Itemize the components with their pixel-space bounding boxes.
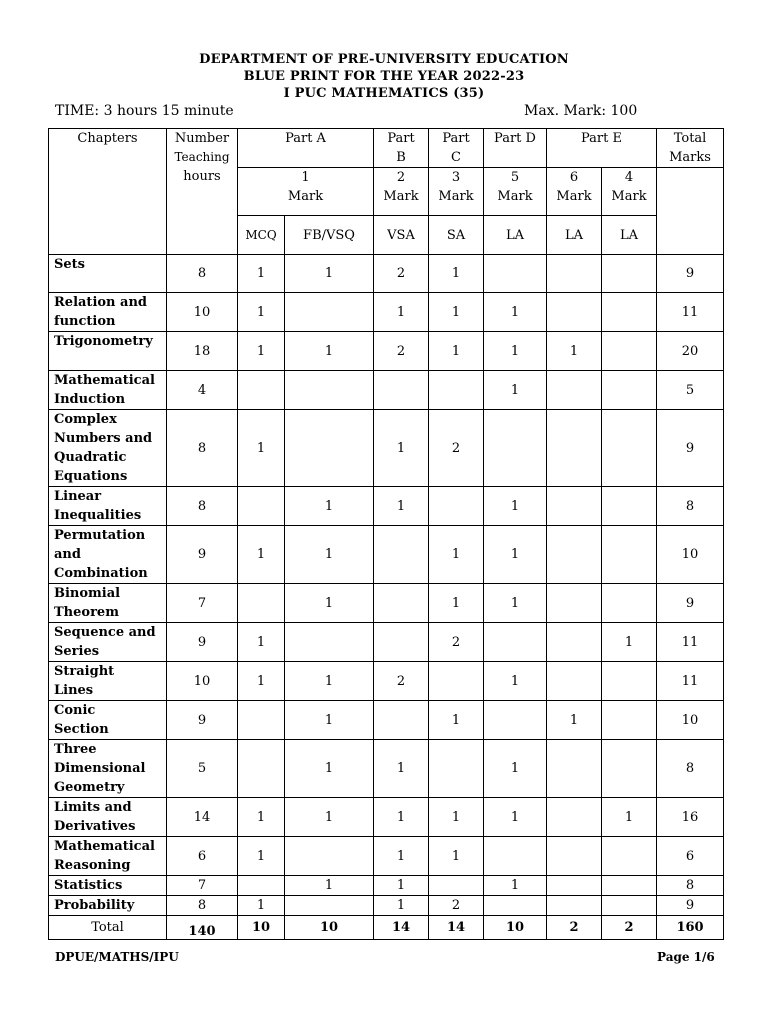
cell-hours: 9 — [167, 623, 238, 662]
teaching-hours-line-3: hours — [183, 169, 221, 184]
cell-mcq: 1 — [238, 526, 285, 584]
cell-total: 9 — [657, 410, 724, 487]
chapter-name — [49, 332, 167, 371]
header-e4-mark: 4 Mark — [602, 168, 657, 216]
cell-la5: 1 — [484, 371, 547, 410]
total-sa: 14 — [429, 916, 484, 940]
chapter-name-line: function — [54, 314, 116, 329]
chapter-name-line: Binomial — [54, 586, 121, 601]
cell-la4 — [602, 837, 657, 876]
cell-total: 9 — [657, 584, 724, 623]
total-label: Total — [49, 916, 167, 940]
cell-la5: 1 — [484, 584, 547, 623]
blueprint-table — [48, 128, 724, 940]
chapter-name — [49, 662, 167, 701]
cell-sa: 1 — [429, 293, 484, 332]
cell-hours: 14 — [167, 798, 238, 837]
cell-la5: 1 — [484, 526, 547, 584]
cell-sa: 1 — [429, 255, 484, 293]
cell-mcq: 1 — [238, 662, 285, 701]
header-blueprint: BLUE PRINT FOR THE YEAR 2022-23 — [243, 69, 525, 84]
cell-la4 — [602, 896, 657, 916]
cell-total: 9 — [657, 896, 724, 916]
cell-la6 — [547, 293, 602, 332]
cell-la6 — [547, 876, 602, 896]
cell-sa — [429, 740, 484, 798]
cell-hours: 4 — [167, 371, 238, 410]
cell-hours: 7 — [167, 584, 238, 623]
chapter-name — [49, 255, 167, 293]
table-row — [49, 798, 724, 837]
cell-fb: 1 — [285, 876, 374, 896]
cell-la4 — [602, 410, 657, 487]
cell-la4 — [602, 701, 657, 740]
chapter-name-line: Probability — [54, 898, 135, 913]
cell-la6 — [547, 410, 602, 487]
chapter-name — [49, 584, 167, 623]
cell-vsa: 2 — [374, 255, 429, 293]
table-row — [49, 701, 724, 740]
chapter-name-line: Trigonometry — [54, 334, 153, 349]
header-subject: I PUC MATHEMATICS (35) — [283, 86, 485, 101]
cell-vsa — [374, 371, 429, 410]
cell-la5 — [484, 623, 547, 662]
chapter-name-line: Complex — [54, 412, 117, 427]
total-mcq: 10 — [238, 916, 285, 940]
footer-code: DPUE/MATHS/IPU — [55, 950, 179, 964]
cell-vsa — [374, 526, 429, 584]
cell-sa: 1 — [429, 798, 484, 837]
total-total: 160 — [657, 916, 724, 940]
header-la-d: LA — [484, 216, 547, 255]
footer-page: Page 1/6 — [657, 950, 715, 964]
chapter-name-line: Combination — [54, 566, 148, 581]
cell-mcq: 1 — [238, 255, 285, 293]
header-part-d: Part D — [484, 129, 547, 168]
cell-la4 — [602, 740, 657, 798]
chapter-name — [49, 623, 167, 662]
cell-total: 8 — [657, 876, 724, 896]
chapter-name-line: Statistics — [54, 878, 123, 893]
cell-la4: 1 — [602, 798, 657, 837]
chapter-name-line: Geometry — [54, 780, 125, 795]
table-row — [49, 740, 724, 798]
header-mcq: MCQ — [238, 216, 285, 255]
table-row — [49, 293, 724, 332]
header-sa: SA — [429, 216, 484, 255]
cell-sa — [429, 662, 484, 701]
chapter-name-line: Inequalities — [54, 508, 142, 523]
cell-la4 — [602, 662, 657, 701]
cell-fb: 1 — [285, 255, 374, 293]
table-row — [49, 410, 724, 487]
cell-hours: 5 — [167, 740, 238, 798]
cell-hours: 9 — [167, 526, 238, 584]
chapter-name — [49, 701, 167, 740]
cell-vsa: 1 — [374, 896, 429, 916]
chapter-name-line: Quadratic — [54, 450, 127, 465]
cell-mcq — [238, 371, 285, 410]
chapter-name — [49, 526, 167, 584]
cell-hours: 10 — [167, 662, 238, 701]
cell-total: 11 — [657, 293, 724, 332]
cell-sa — [429, 487, 484, 526]
table-row — [49, 332, 724, 371]
header-total-marks: Total Marks — [657, 129, 724, 168]
chapter-name-line: Reasoning — [54, 858, 131, 873]
chapter-name-line: Dimensional — [54, 761, 146, 776]
header-la-e6: LA — [547, 216, 602, 255]
cell-la6 — [547, 584, 602, 623]
header-part-e: Part E — [547, 129, 657, 168]
max-mark-label: Max. Mark: 100 — [524, 103, 638, 119]
chapter-name — [49, 740, 167, 798]
cell-vsa — [374, 701, 429, 740]
table-row — [49, 371, 724, 410]
chapter-name-line: Series — [54, 644, 100, 659]
chapter-name-line: Lines — [54, 683, 94, 698]
cell-vsa: 1 — [374, 293, 429, 332]
cell-la5 — [484, 701, 547, 740]
cell-total: 8 — [657, 740, 724, 798]
chapter-name-line: Theorem — [54, 605, 119, 620]
cell-vsa: 1 — [374, 876, 429, 896]
cell-la4 — [602, 371, 657, 410]
chapter-name — [49, 487, 167, 526]
header-fbvsq: FB/VSQ — [285, 216, 374, 255]
cell-sa: 1 — [429, 837, 484, 876]
cell-sa: 1 — [429, 526, 484, 584]
cell-la4 — [602, 876, 657, 896]
chapter-name — [49, 896, 167, 916]
cell-fb: 1 — [285, 487, 374, 526]
teaching-hours-line-2: Teaching — [174, 150, 230, 164]
chapter-name-line: Three — [54, 742, 97, 757]
cell-la4 — [602, 332, 657, 371]
cell-fb — [285, 293, 374, 332]
total-fb: 10 — [285, 916, 374, 940]
header-a-mark: 1 Mark — [238, 168, 374, 216]
cell-la5: 1 — [484, 662, 547, 701]
cell-fb: 1 — [285, 798, 374, 837]
cell-la6 — [547, 798, 602, 837]
header-d-mark: 5 Mark — [484, 168, 547, 216]
cell-vsa: 1 — [374, 837, 429, 876]
cell-la6 — [547, 662, 602, 701]
total-vsa: 14 — [374, 916, 429, 940]
cell-hours: 8 — [167, 255, 238, 293]
cell-hours: 18 — [167, 332, 238, 371]
cell-la6 — [547, 837, 602, 876]
table-row — [49, 623, 724, 662]
cell-sa: 1 — [429, 332, 484, 371]
cell-total: 6 — [657, 837, 724, 876]
cell-la5: 1 — [484, 332, 547, 371]
header-chapters: Chapters — [49, 129, 167, 255]
total-la4: 2 — [602, 916, 657, 940]
cell-la6 — [547, 896, 602, 916]
cell-vsa: 1 — [374, 798, 429, 837]
cell-vsa — [374, 584, 429, 623]
header-vsa: VSA — [374, 216, 429, 255]
chapter-name — [49, 410, 167, 487]
chapter-name — [49, 837, 167, 876]
chapter-name-line: and — [54, 547, 81, 562]
cell-fb — [285, 410, 374, 487]
cell-total: 11 — [657, 662, 724, 701]
cell-la6: 1 — [547, 701, 602, 740]
cell-la5 — [484, 255, 547, 293]
cell-hours: 8 — [167, 896, 238, 916]
cell-mcq — [238, 584, 285, 623]
chapter-name — [49, 876, 167, 896]
cell-hours: 7 — [167, 876, 238, 896]
cell-total: 10 — [657, 526, 724, 584]
cell-la4 — [602, 255, 657, 293]
cell-la5: 1 — [484, 876, 547, 896]
cell-la6: 1 — [547, 332, 602, 371]
chapter-name — [49, 293, 167, 332]
cell-hours: 8 — [167, 487, 238, 526]
cell-mcq: 1 — [238, 837, 285, 876]
header-teaching-hours — [167, 129, 238, 255]
cell-fb: 1 — [285, 584, 374, 623]
cell-fb — [285, 896, 374, 916]
cell-mcq: 1 — [238, 896, 285, 916]
cell-fb: 1 — [285, 332, 374, 371]
cell-total: 8 — [657, 487, 724, 526]
cell-mcq — [238, 701, 285, 740]
table-row — [49, 255, 724, 293]
cell-fb — [285, 623, 374, 662]
cell-sa — [429, 876, 484, 896]
cell-fb: 1 — [285, 701, 374, 740]
cell-hours: 9 — [167, 701, 238, 740]
header-part-a: Part A — [238, 129, 374, 168]
chapter-name-line: Induction — [54, 392, 126, 407]
chapter-name-line: Section — [54, 722, 109, 737]
cell-total: 11 — [657, 623, 724, 662]
chapter-name-line: Permutation — [54, 528, 146, 543]
cell-sa: 2 — [429, 410, 484, 487]
cell-mcq: 1 — [238, 332, 285, 371]
table-row — [49, 584, 724, 623]
cell-sa: 2 — [429, 896, 484, 916]
cell-fb — [285, 837, 374, 876]
cell-la6 — [547, 371, 602, 410]
time-label: TIME: 3 hours 15 minute — [55, 103, 234, 119]
total-la6: 2 — [547, 916, 602, 940]
cell-vsa: 1 — [374, 487, 429, 526]
cell-la4 — [602, 526, 657, 584]
cell-vsa: 1 — [374, 740, 429, 798]
cell-mcq: 1 — [238, 623, 285, 662]
cell-mcq — [238, 487, 285, 526]
total-la5: 10 — [484, 916, 547, 940]
cell-la5 — [484, 896, 547, 916]
cell-sa: 1 — [429, 701, 484, 740]
cell-la5: 1 — [484, 798, 547, 837]
cell-fb: 1 — [285, 662, 374, 701]
cell-mcq: 1 — [238, 798, 285, 837]
header-c-mark: 3 Mark — [429, 168, 484, 216]
table-row — [49, 837, 724, 876]
header-total-blank — [657, 168, 724, 255]
cell-la5: 1 — [484, 740, 547, 798]
cell-vsa — [374, 623, 429, 662]
cell-la6 — [547, 740, 602, 798]
chapter-name — [49, 798, 167, 837]
cell-la4 — [602, 487, 657, 526]
table-row — [49, 526, 724, 584]
cell-la5: 1 — [484, 293, 547, 332]
cell-fb: 1 — [285, 526, 374, 584]
table-row — [49, 876, 724, 896]
cell-total: 20 — [657, 332, 724, 371]
cell-total: 10 — [657, 701, 724, 740]
header-part-b: Part B — [374, 129, 429, 168]
header-b-mark: 2 Mark — [374, 168, 429, 216]
cell-la6 — [547, 255, 602, 293]
cell-total: 9 — [657, 255, 724, 293]
cell-sa: 2 — [429, 623, 484, 662]
cell-la6 — [547, 487, 602, 526]
total-hours: 140 — [167, 916, 238, 940]
cell-mcq — [238, 740, 285, 798]
cell-vsa: 2 — [374, 332, 429, 371]
chapter-name-line: Limits and — [54, 800, 132, 815]
cell-mcq — [238, 876, 285, 896]
cell-la6 — [547, 526, 602, 584]
chapter-name-line: Conic — [54, 703, 96, 718]
cell-la4: 1 — [602, 623, 657, 662]
cell-vsa: 2 — [374, 662, 429, 701]
chapter-name-line: Straight — [54, 664, 115, 679]
cell-la6 — [547, 623, 602, 662]
cell-fb — [285, 371, 374, 410]
header-part-c: Part C — [429, 129, 484, 168]
table-row — [49, 487, 724, 526]
cell-sa — [429, 371, 484, 410]
chapter-name — [49, 371, 167, 410]
chapter-name-line: Numbers and — [54, 431, 153, 446]
header-la-e4: LA — [602, 216, 657, 255]
cell-la5 — [484, 410, 547, 487]
chapter-name-line: Relation and — [54, 295, 147, 310]
cell-hours: 10 — [167, 293, 238, 332]
header-e6-mark: 6 Mark — [547, 168, 602, 216]
cell-vsa: 1 — [374, 410, 429, 487]
cell-mcq: 1 — [238, 293, 285, 332]
cell-mcq: 1 — [238, 410, 285, 487]
cell-fb: 1 — [285, 740, 374, 798]
chapter-name-line: Mathematical — [54, 373, 155, 388]
chapter-name-line: Derivatives — [54, 819, 136, 834]
cell-sa: 1 — [429, 584, 484, 623]
table-row — [49, 662, 724, 701]
cell-la5 — [484, 837, 547, 876]
cell-la5: 1 — [484, 487, 547, 526]
header-department: DEPARTMENT OF PRE-UNIVERSITY EDUCATION — [199, 52, 569, 67]
table-row — [49, 896, 724, 916]
chapter-name-line: Linear — [54, 489, 102, 504]
cell-hours: 8 — [167, 410, 238, 487]
cell-hours: 6 — [167, 837, 238, 876]
cell-la4 — [602, 293, 657, 332]
chapter-name-line: Sequence and — [54, 625, 156, 640]
teaching-hours-line-1: Number — [174, 131, 230, 146]
chapter-name-line: Sets — [54, 257, 85, 272]
chapter-name-line: Equations — [54, 469, 128, 484]
chapter-name-line: Mathematical — [54, 839, 155, 854]
cell-total: 16 — [657, 798, 724, 837]
cell-la4 — [602, 584, 657, 623]
total-row — [49, 916, 724, 940]
cell-total: 5 — [657, 371, 724, 410]
